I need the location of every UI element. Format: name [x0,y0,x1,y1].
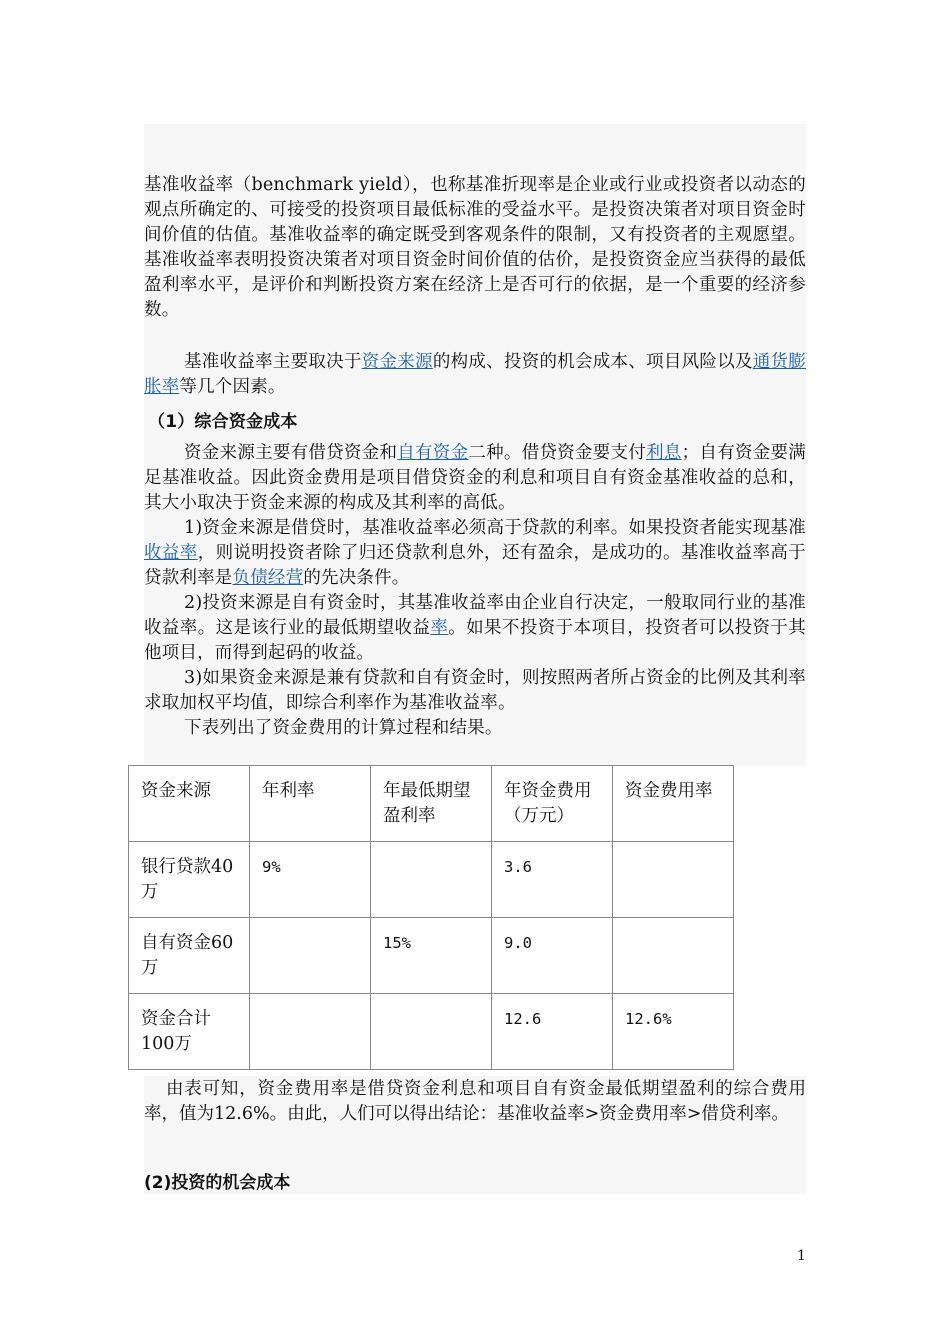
table-header-cell: 资金来源 [129,766,250,842]
table-cell [371,994,492,1070]
table-row [129,918,734,994]
table-header-cell: 年最低期望盈利率 [371,766,492,842]
text-run: 资金来源主要有借贷资金和 [184,443,398,463]
text-run: 2)投资来源是自有资金时，其基准收益率由企业自行决定，一般取同行业的基准收益率。这是该行业的最低期望收益 [144,593,806,638]
table-cell: 自有资金60万 [129,918,250,994]
text-run: ，则说明投资者除了归还贷款利息外，还有盈余，是成功的。基准收益率高于贷款利率是 [144,543,806,588]
table-cell [250,918,371,994]
paragraph-definition: 基准收益率（benchmark yield），也称基准折现率是企业或行业或投资者以动态的观点所确定的、可接受的投资项目最低标准的受益水平。是投资决策者对项目资金时间价值的估值。基准收益率的确定既受到客观条件的限制，又有投资者的主观愿望。基准收益率表明投资决策者对项目资金时间价值的估价，是投资资金应当获得的最低盈利率水平，是评价和判断投资方案在经济上是否可行的依据，是一个重要的经济参数。 [144,175,806,320]
table-cell: 12.6 [492,994,613,1070]
table-cell: 15% [371,918,492,994]
table-cell [613,918,734,994]
section-heading-2: (2)投资的机会成本 [144,1173,291,1193]
link-inflation-rate[interactable]: 通货膨胀率 [144,352,806,397]
table-cell [250,994,371,1070]
link-yield-rate[interactable]: 收益率 [144,543,198,563]
link-funding-source[interactable]: 资金来源 [361,352,433,372]
table-cell: 资金合计100万 [129,994,250,1070]
link-rate[interactable]: 率 [430,618,449,638]
link-own-capital[interactable]: 自有资金 [397,443,469,463]
table-row [129,994,734,1070]
table-cell [613,842,734,918]
text-run: ；自有资金要满足基准收益。因此资金费用是项目借贷资金的利息和项目自有资金基准收益的总和，其大小取决于资金来源的构成及其利率的高低。 [144,443,806,513]
table-cell: 3.6 [492,842,613,918]
table-header-cell: 资金费用率 [613,766,734,842]
page-number: 1 [797,1248,806,1264]
body-text [144,173,806,741]
paragraph-table-intro: 下表列出了资金费用的计算过程和结果。 [184,718,503,738]
table-row [129,842,734,918]
text-run: 的先决条件。 [303,568,410,588]
table-cell: 9.0 [492,918,613,994]
paragraph-funding [144,441,806,516]
paragraph-point-2 [144,591,806,666]
table-cell: 银行贷款40万 [129,842,250,918]
text-run: 。如果不投资于本项目，投资者可以投资于其他项目，而得到起码的收益。 [144,618,807,663]
section-heading-1: （1）综合资金成本 [148,412,298,432]
text-run: 二种。借贷资金要支付 [468,443,647,463]
funding-cost-table [128,765,734,1070]
table-header-cell: 年资金费用（万元） [492,766,613,842]
table-header-cell: 年利率 [250,766,371,842]
text-run: 1)资金来源是借贷时，基准收益率必须高于贷款的利率。如果投资者能实现基准 [184,518,806,538]
text-run: 等几个因素。 [179,377,286,397]
table-header-row [129,766,734,842]
table-cell [371,842,492,918]
text-run: 基准收益率主要取决于 [184,352,362,372]
conclusion-text [144,1077,806,1127]
paragraph-conclusion: 由表可知，资金费用率是借贷资金利息和项目自有资金最低期望盈利的综合费用率，值为12.6%。由此，人们可以得出结论：基准收益率>资金费用率>借贷利率。 [144,1079,806,1124]
link-interest[interactable]: 利息 [646,443,682,463]
paragraph-point-1 [144,516,806,591]
link-debt-financing[interactable]: 负债经营 [232,568,304,588]
paragraph-factors [144,350,806,400]
table-cell: 9% [250,842,371,918]
text-run: 的构成、投资的机会成本、项目风险以及 [432,352,753,372]
table-cell: 12.6% [613,994,734,1070]
paragraph-point-3: 3)如果资金来源是兼有贷款和自有资金时，则按照两者所占资金的比例及其利率求取加权平均值，即综合利率作为基准收益率。 [144,668,806,713]
